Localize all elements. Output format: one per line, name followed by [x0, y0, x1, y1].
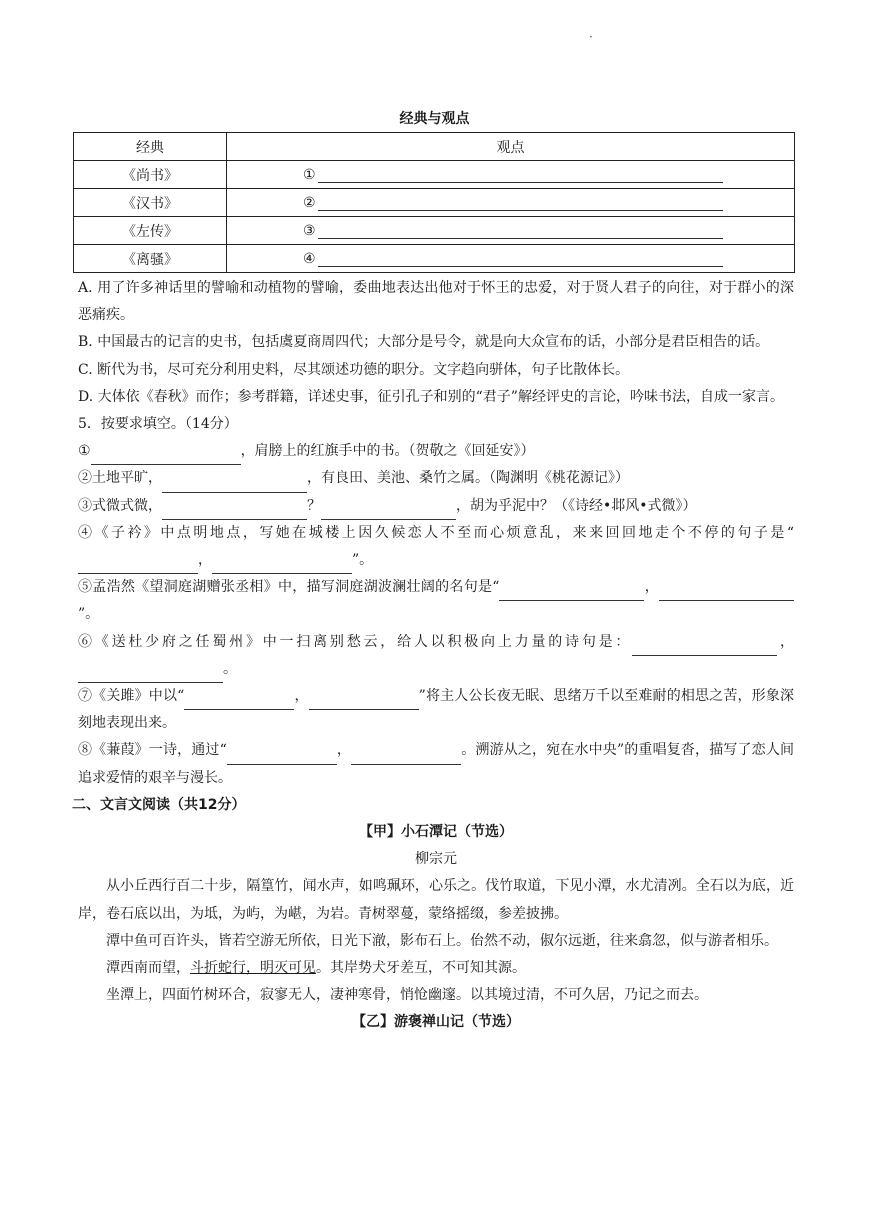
passage-text: 。其岸势犬牙差互，不可知其源。 — [316, 960, 526, 977]
blank[interactable] — [227, 748, 337, 765]
item-text: ”将主人公长夜无眠、思绪万千以至难耐的相思之苦，形象深刻地表现出来。 — [78, 688, 794, 732]
answer-number: ② — [303, 194, 316, 211]
blank[interactable] — [162, 503, 307, 520]
passage-paragraph: 从小丘西行百二十步，隔篁竹，闻水声，如鸣珮环，心乐之。伐竹取道，下见小潭，水尤清冽。全石以为底，近岸，卷石底以出，为坻，为屿，为嵁，为岩。青树翠蔓，蒙络摇缀，参差披拂。 — [78, 878, 794, 922]
fill-item-6 — [78, 629, 794, 683]
item-text: ， — [198, 552, 212, 569]
item-text: ②土地平旷， — [78, 470, 162, 487]
fill-item-4 — [78, 520, 794, 574]
item-text: 。 — [223, 660, 237, 677]
document-body — [72, 275, 795, 1037]
option-a: A. 用了许多神话里的譬喻和动植物的譬喻，委曲地表达出他对于怀王的忠爱，对于贤人君子的向往，对于群小的深恶痛疾。 — [78, 280, 794, 324]
option-d: D. 大体依《春秋》而作；参考群籍，详述史事，征引孔子和别的“君子”解经评史的言论，吟味书法，自成一家言。 — [78, 388, 784, 405]
header-classic: 经典 — [74, 133, 227, 161]
answer-line[interactable] — [318, 252, 723, 267]
passage-author: 柳宗元 — [415, 851, 457, 868]
book-cell: 《左传》 — [74, 217, 227, 245]
item-text: ⑥《送杜少府之任蜀州》中一扫离别愁云，给人以积极向上力量的诗句是： — [78, 633, 633, 650]
passage-yi-title: 【乙】游褒禅山记（节选） — [352, 1014, 520, 1031]
blank[interactable] — [184, 693, 294, 710]
item-text: ， — [777, 633, 795, 650]
passage-paragraph: 潭中鱼可百许头，皆若空游无所依，日光下澈，影布石上。佁然不动，俶尔远逝，往来翕忽，似与游者相乐。 — [106, 932, 778, 949]
item-text: ， — [644, 579, 660, 596]
table-row — [74, 245, 795, 273]
header-viewpoint: 观点 — [227, 133, 795, 161]
item-text: ③式微式微， — [78, 497, 162, 514]
item-text: ⑦《关雎》中以“ — [78, 688, 185, 705]
answer-line[interactable] — [318, 196, 723, 211]
book-cell: 《尚书》 — [74, 161, 227, 189]
table-title: 经典与观点 — [399, 111, 470, 127]
item-text: ⑧《蒹葭》一诗，通过“ — [78, 742, 227, 759]
blank[interactable] — [632, 639, 777, 656]
passage-paragraph — [78, 955, 794, 982]
item-text: ， — [294, 688, 309, 705]
page-mark: · — [589, 30, 593, 44]
section-2-title: 二、文言文阅读（共12分） — [72, 796, 246, 813]
answer-cell — [227, 189, 795, 217]
blank[interactable] — [309, 693, 419, 710]
blank[interactable] — [659, 584, 794, 601]
answer-cell — [227, 217, 795, 245]
item-text: ④《子衿》中点明地点，写她在城楼上因久候恋人不至而心烦意乱，来来回回地走个不停的句子是 — [78, 524, 787, 541]
answer-cell — [227, 161, 795, 189]
fill-item-3 — [78, 493, 794, 520]
option-c: C. 断代为书，尽可充分利用史料，尽其颂述功德的职分。文字趋向骈体，句子比散体长。 — [78, 361, 630, 378]
answer-cell — [227, 245, 795, 273]
blank[interactable] — [78, 557, 198, 574]
book-cell: 《离骚》 — [74, 245, 227, 273]
item-text: ，胡为乎泥中？（《诗经•邶风•式微》） — [456, 497, 697, 514]
passage-paragraph: 坐潭上，四面竹树环合，寂寥无人，凄神寒骨，悄怆幽邃。以其境过清，不可久居，乃记之而去。 — [106, 987, 708, 1004]
item-text: 。溯游从之，宛在水中央”的重唱复沓，描写了恋人间追求爱情的艰辛与漫长。 — [78, 742, 794, 786]
fill-item-5 — [78, 574, 794, 628]
blank[interactable] — [78, 666, 223, 683]
fill-item-1 — [78, 438, 794, 465]
item-text: ，肩膀上的红旗手中的书。（贺敬之《回延安》） — [240, 443, 535, 460]
item-text: ？ — [307, 497, 321, 514]
classics-table — [73, 132, 795, 273]
answer-number: ③ — [303, 222, 316, 239]
item-text: ”。 — [78, 606, 100, 623]
answer-number: ① — [303, 166, 316, 183]
fill-item-7 — [78, 683, 794, 737]
table-row — [74, 217, 795, 245]
answer-line[interactable] — [318, 224, 723, 239]
passage-text: 潭西南而望， — [106, 960, 190, 977]
passage-jia-title: 【甲】小石潭记（节选） — [359, 824, 513, 841]
item-text: ， — [336, 742, 352, 759]
blank[interactable] — [321, 503, 456, 520]
item-text: ”。 — [352, 552, 374, 569]
item-label: ① — [78, 443, 91, 460]
underlined-phrase: 斗折蛇行，明灭可见 — [190, 960, 316, 977]
item-text: “ — [786, 524, 794, 541]
answer-line[interactable] — [318, 168, 723, 183]
table-row — [74, 161, 795, 189]
question-5-title: 5．按要求填空。（14分） — [78, 416, 238, 433]
fill-item-2 — [78, 465, 794, 492]
table-header-row — [74, 133, 795, 161]
blank[interactable] — [91, 448, 241, 465]
item-text: ，有良田、美池、桑竹之属。（陶渊明《桃花源记》） — [307, 470, 629, 487]
blank[interactable] — [162, 476, 307, 493]
blank[interactable] — [499, 584, 644, 601]
blank[interactable] — [212, 557, 352, 574]
fill-item-8 — [78, 737, 794, 791]
option-b: B. 中国最古的记言的史书，包括虞夏商周四代；大部分是号令，就是向大众宣布的话，小部分是君臣相告的话。 — [78, 334, 770, 351]
blank[interactable] — [351, 748, 461, 765]
answer-number: ④ — [303, 250, 316, 267]
table-row — [74, 189, 795, 217]
item-text: ⑤孟浩然《望洞庭湖赠张丞相》中，描写洞庭湖波澜壮阔的名句是“ — [78, 579, 500, 596]
book-cell: 《汉书》 — [74, 189, 227, 217]
